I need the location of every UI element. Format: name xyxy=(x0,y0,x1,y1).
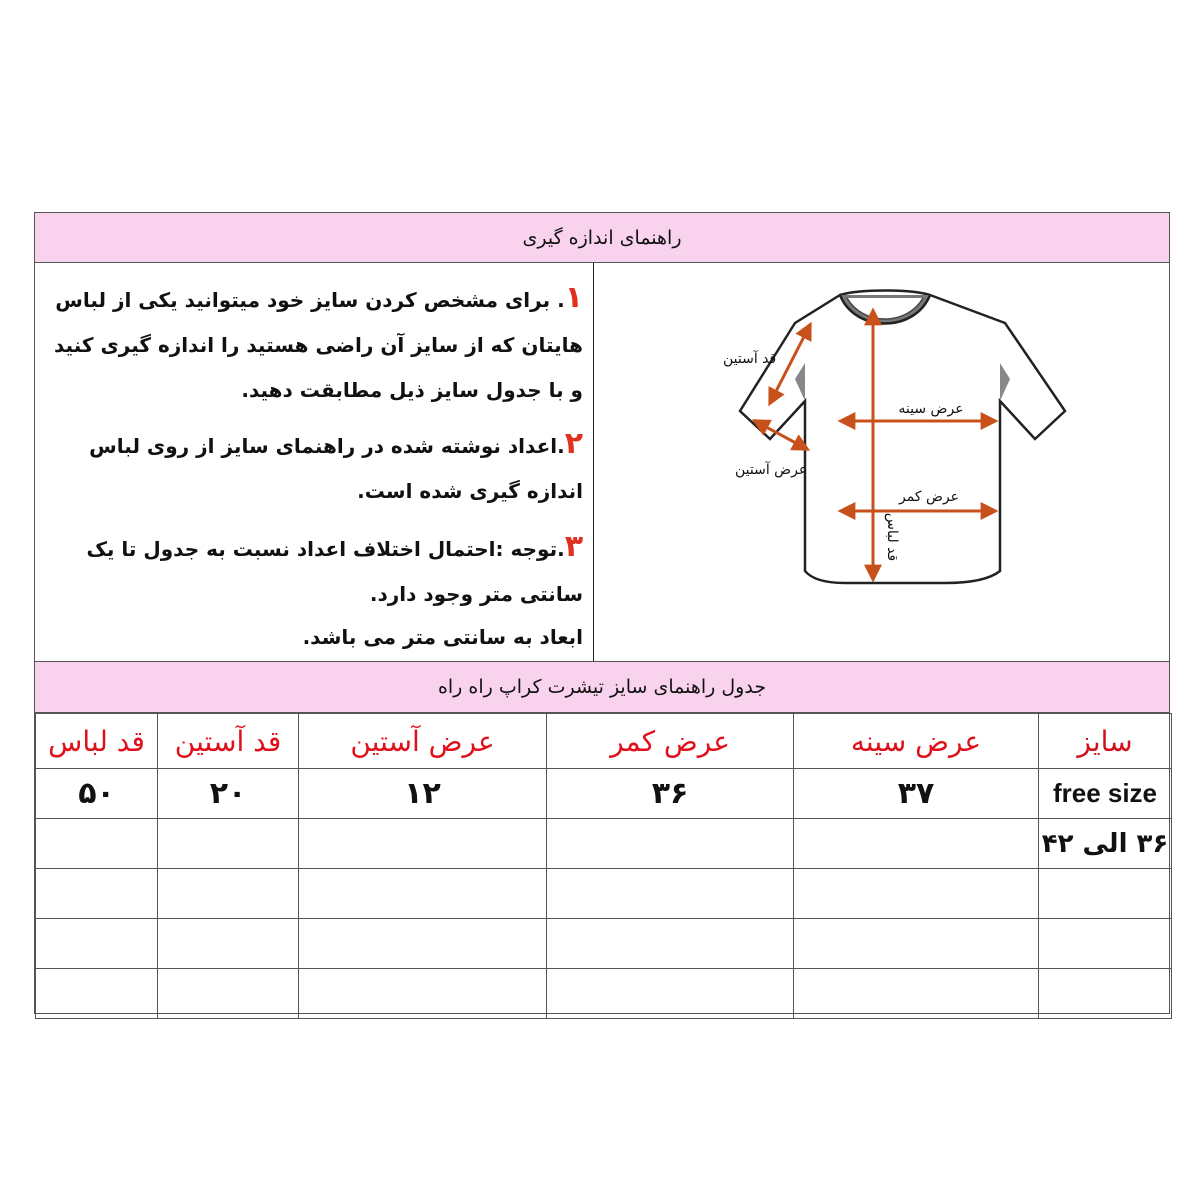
sleeve-width-cell xyxy=(299,869,547,919)
sleeve-length-cell xyxy=(158,969,299,1019)
size-table-header-row xyxy=(36,714,1172,769)
size-table-title: جدول راهنمای سایز تیشرت کراپ راه راه xyxy=(437,676,767,698)
waist-width-cell xyxy=(547,969,794,1019)
waist-width-cell xyxy=(547,869,794,919)
instruction-number-2: ۲ xyxy=(564,426,583,461)
waist-width-cell xyxy=(547,919,794,969)
instructions-panel xyxy=(43,275,583,667)
instruction-item-2 xyxy=(43,421,583,514)
sleeve-length-cell xyxy=(158,919,299,969)
header-garment-length: قد لباس xyxy=(36,714,158,769)
chest-width-label: عرض سینه xyxy=(898,401,964,417)
sleeve-length-cell xyxy=(158,819,299,869)
instruction-text-3: .توجه :احتمال اختلاف اعداد نسبت به جدول تا یک سانتی متر وجود دارد. xyxy=(86,537,583,606)
size-cell xyxy=(1039,919,1172,969)
instruction-text-1: . برای مشخص کردن سایز خود میتوانید یکی از لباس هایتان که از سایز آن راضی هستید را اندازه گیری کنید و با جدول سایز ذیل مطابقت دهید. xyxy=(53,288,583,402)
instruction-number-3: ۳ xyxy=(564,529,583,564)
instruction-item-3 xyxy=(43,524,583,617)
waist-width-cell: ۳۶ xyxy=(547,769,794,819)
instruction-number-1: ۱ xyxy=(564,280,583,315)
garment-length-label: قد لباس xyxy=(884,512,900,562)
waist-width-label: عرض کمر xyxy=(899,489,959,505)
measurement-guide-header xyxy=(35,213,1169,263)
units-note xyxy=(43,617,583,657)
garment-length-cell xyxy=(36,919,158,969)
chest-width-cell xyxy=(794,919,1039,969)
waist-width-cell xyxy=(547,819,794,869)
instruction-text-2: .اعداد نوشته شده در راهنمای سایز از روی لباس اندازه گیری شده است. xyxy=(89,434,583,503)
chest-width-cell: ۳۷ xyxy=(794,769,1039,819)
header-sleeve-length: قد آستین xyxy=(158,714,299,769)
sleeve-length-cell: ۲۰ xyxy=(158,769,299,819)
garment-length-cell xyxy=(36,869,158,919)
size-cell: ۳۶ الی ۴۲ xyxy=(1039,819,1172,869)
vertical-divider xyxy=(593,263,594,661)
sleeve-width-cell xyxy=(299,819,547,869)
chest-width-cell xyxy=(794,819,1039,869)
tshirt-diagram xyxy=(655,271,1105,651)
chest-width-cell xyxy=(794,969,1039,1019)
table-row xyxy=(36,969,1172,1019)
sleeve-width-cell xyxy=(299,919,547,969)
sleeve-length-cell xyxy=(158,869,299,919)
sleeve-width-cell: ۱۲ xyxy=(299,769,547,819)
measurement-guide-title: راهنمای اندازه گیری xyxy=(522,226,682,249)
header-size: سایز xyxy=(1039,714,1172,769)
header-sleeve-width: عرض آستین xyxy=(299,714,547,769)
table-row xyxy=(36,769,1172,819)
table-row xyxy=(36,819,1172,869)
units-note-text: ابعاد به سانتی متر می باشد. xyxy=(302,625,583,649)
sleeve-width-label: عرض آستین xyxy=(735,462,808,478)
chest-width-cell xyxy=(794,869,1039,919)
size-cell: free size xyxy=(1039,769,1172,819)
tshirt-outline xyxy=(740,291,1065,584)
size-cell xyxy=(1039,869,1172,919)
garment-length-cell xyxy=(36,969,158,1019)
size-table-header xyxy=(35,661,1169,713)
size-guide-sheet xyxy=(34,212,1170,1014)
table-row xyxy=(36,919,1172,969)
header-chest-width: عرض سینه xyxy=(794,714,1039,769)
garment-length-cell xyxy=(36,819,158,869)
sleeve-width-cell xyxy=(299,969,547,1019)
sleeve-length-label: قد آستین xyxy=(723,351,777,367)
size-cell xyxy=(1039,969,1172,1019)
header-waist-width: عرض کمر xyxy=(547,714,794,769)
table-row xyxy=(36,869,1172,919)
garment-length-cell: ۵۰ xyxy=(36,769,158,819)
instruction-item-1 xyxy=(43,275,583,413)
size-table xyxy=(35,713,1172,1019)
